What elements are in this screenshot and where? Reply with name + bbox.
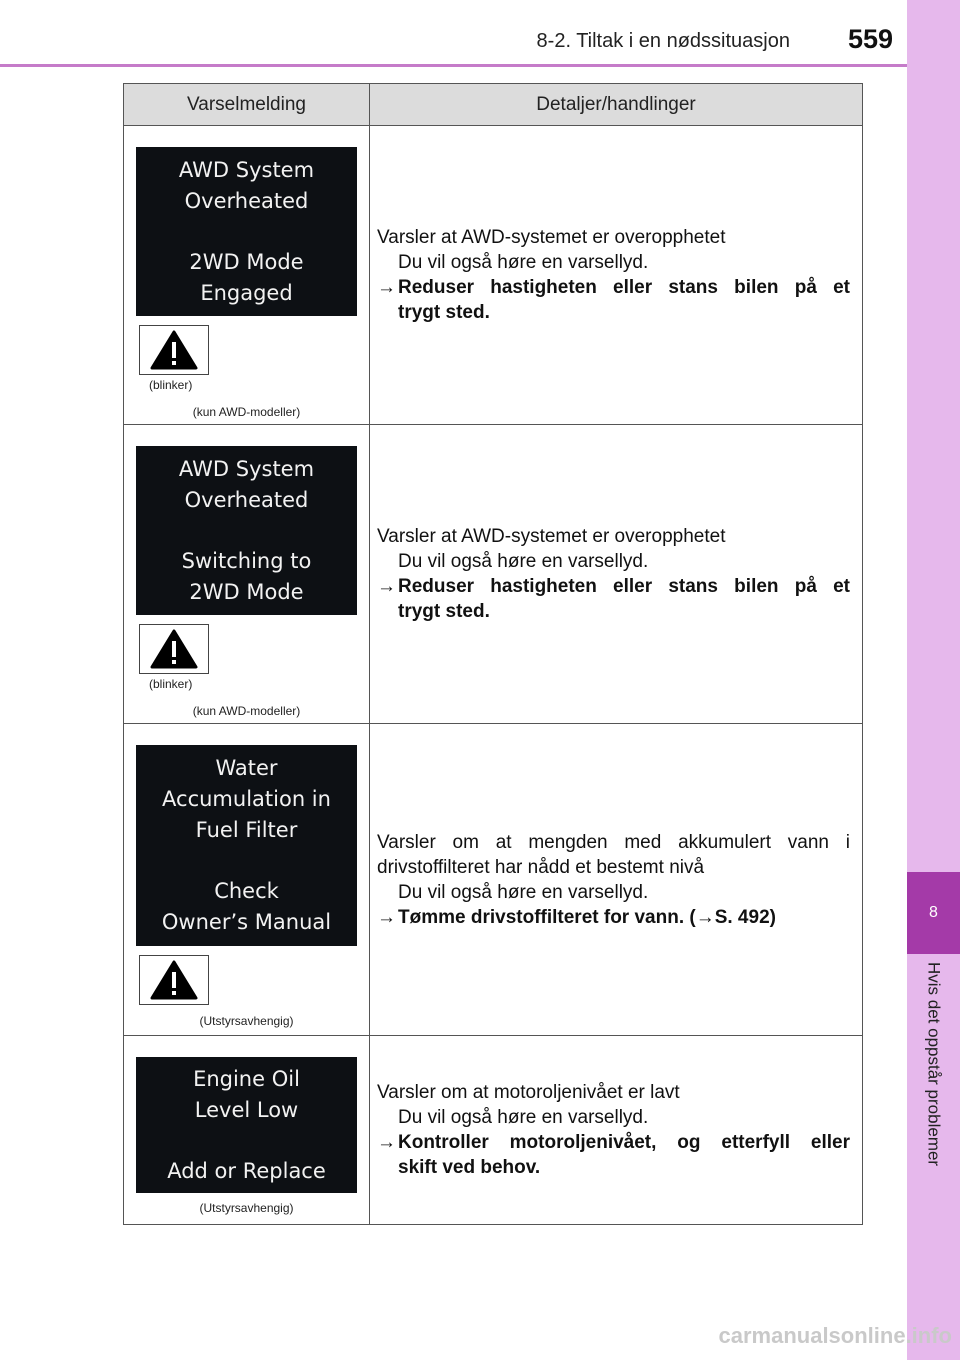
message-cell <box>124 724 370 1036</box>
message-cell <box>124 1036 370 1225</box>
page-reference: S. 492) <box>714 906 776 928</box>
arrow-icon: → <box>377 576 396 597</box>
screen-text: 2WD Mode <box>189 249 304 274</box>
details-sound-note: Du vil også høre en varsellyd. <box>398 1107 649 1128</box>
details-description: Varsler at AWD-systemet er overopphetet <box>377 227 726 248</box>
display-screen-image <box>136 745 357 946</box>
display-screen-image <box>136 1057 357 1193</box>
table-row <box>124 724 863 1036</box>
details-action-continued: trygt sted. <box>398 302 490 323</box>
screen-text: Fuel Filter <box>195 818 298 842</box>
details-description-continued: drivstoffilteret har nådd et bestemt nivå <box>377 856 705 878</box>
model-note: (kun AWD-modeller) <box>192 704 301 718</box>
screen-text: Switching to <box>181 548 312 573</box>
screen-text: Owner’s Manual <box>161 910 332 934</box>
warning-triangle-icon <box>150 960 198 1000</box>
warning-triangle-icon <box>150 629 198 669</box>
warning-message-table <box>123 83 863 1225</box>
details-cell <box>370 1036 863 1225</box>
chapter-title: Hvis det oppstår problemer <box>924 962 944 1167</box>
details-action: Tømme drivstoffilteret for vann. ( <box>398 906 696 928</box>
screen-text: Level Low <box>194 1097 299 1122</box>
screen-text: Add or Replace <box>167 1158 326 1183</box>
model-note: (Utstyrsavhengig) <box>199 1201 294 1215</box>
screen-text: Engaged <box>200 280 293 305</box>
details-cell <box>370 724 863 1036</box>
screen-text: Accumulation in <box>162 787 331 811</box>
model-note: (Utstyrsavhengig) <box>199 1014 294 1028</box>
screen-text: AWD System <box>178 157 315 182</box>
section-title: 8-2. Tiltak i en nødssituasjon <box>536 30 790 52</box>
details-description: Varsler at AWD-systemet er overopphetet <box>377 526 726 547</box>
details-action-continued: skift ved behov. <box>398 1157 541 1178</box>
display-screen-image <box>136 446 357 615</box>
details-cell <box>370 126 863 425</box>
icon-note: (blinker) <box>149 677 193 691</box>
page-number: 559 <box>847 24 893 54</box>
header-divider <box>0 64 907 67</box>
message-cell <box>124 126 370 425</box>
screen-text: Check <box>214 879 279 903</box>
icon-note: (blinker) <box>149 378 193 392</box>
screen-text: Overheated <box>184 487 309 512</box>
details-description: Varsler om at mengden med akkumulert vann i <box>377 831 850 853</box>
table-header-row <box>124 84 863 126</box>
details-action: Reduser hastigheten eller stans bilen på et <box>398 576 850 597</box>
details-sound-note: Du vil også høre en varsellyd. <box>398 881 649 903</box>
chapter-number: 8 <box>907 872 960 954</box>
arrow-icon: → <box>377 906 396 928</box>
screen-text: Overheated <box>184 188 309 213</box>
details-action: Reduser hastigheten eller stans bilen på et <box>398 277 850 298</box>
column-header-message: Varselmelding <box>124 84 370 126</box>
watermark: carmanualsonline.info <box>718 1323 952 1348</box>
warning-triangle-icon <box>150 330 198 370</box>
chapter-side-tab <box>907 0 960 1360</box>
screen-text: Engine Oil <box>193 1066 300 1091</box>
warning-icon-box <box>139 624 209 674</box>
arrow-icon: → <box>377 277 396 298</box>
message-cell <box>124 425 370 724</box>
warning-icon-box <box>139 955 209 1005</box>
details-action-continued: trygt sted. <box>398 601 490 622</box>
display-screen-image <box>136 147 357 316</box>
details-cell <box>370 425 863 724</box>
screen-text: AWD System <box>178 456 315 481</box>
details-description: Varsler om at motoroljenivået er lavt <box>377 1082 680 1103</box>
details-sound-note: Du vil også høre en varsellyd. <box>398 252 649 273</box>
arrow-icon: → <box>377 1132 396 1153</box>
warning-icon-box <box>139 325 209 375</box>
model-note: (kun AWD-modeller) <box>192 405 301 419</box>
details-action: Kontroller motoroljenivået, og etterfyll eller <box>398 1132 850 1153</box>
details-sound-note: Du vil også høre en varsellyd. <box>398 551 649 572</box>
reference-arrow-icon: → <box>695 906 715 928</box>
column-header-details: Detaljer/handlinger <box>370 84 863 126</box>
screen-text: Water <box>215 756 278 780</box>
screen-text: 2WD Mode <box>189 579 304 604</box>
table-row <box>124 425 863 724</box>
table-row <box>124 126 863 425</box>
table-row <box>124 1036 863 1225</box>
